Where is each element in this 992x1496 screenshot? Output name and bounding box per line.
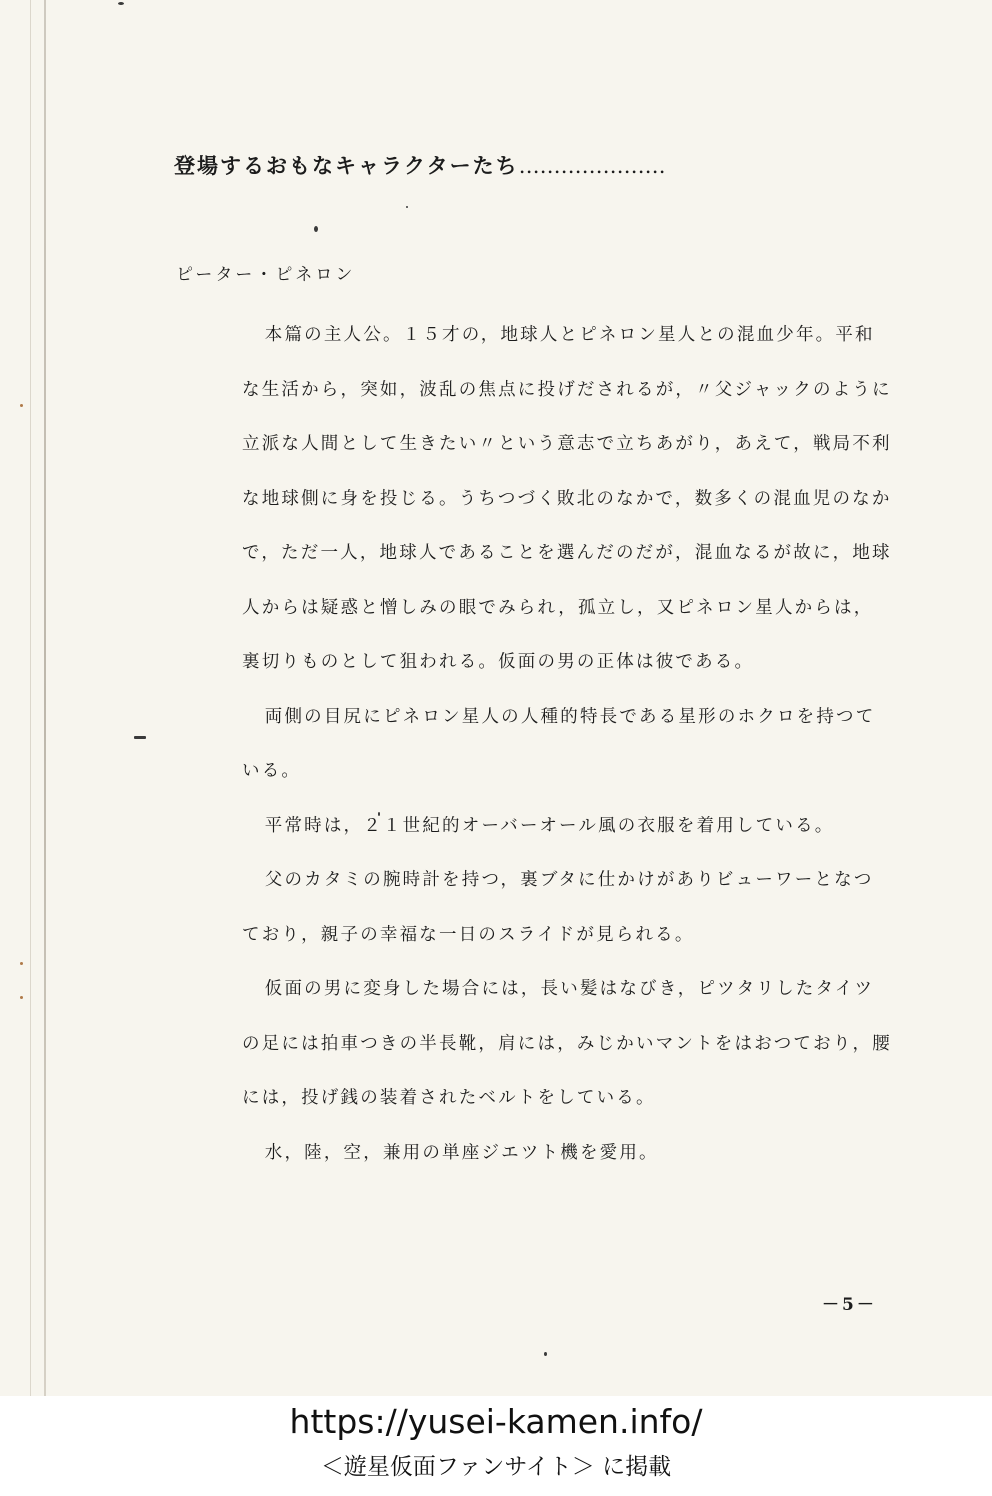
ink-speck	[134, 736, 146, 739]
ink-speck	[20, 404, 23, 407]
footer-url: https://yusei-kamen.info/	[289, 1402, 703, 1441]
character-description	[242, 308, 892, 1180]
page-heading	[174, 150, 666, 180]
ink-speck	[314, 226, 318, 232]
ink-speck	[20, 996, 23, 999]
ink-speck	[118, 2, 124, 5]
ink-speck	[544, 1352, 547, 1356]
footer-credit: ＜遊星仮面ファンサイト＞ に掲載	[320, 1454, 672, 1480]
paragraph-clothing: 平常時は，２１世紀的オーバーオール風の衣服を着用している。	[264, 815, 835, 836]
heading-text: 登場するおもなキャラクターたち	[174, 153, 519, 178]
paragraph-intro: 本篇の主人公。１５才の，地球人とピネロン星人との混血少年。平和な生活から，突如，波乱の焦点に投げだされるが，〃父ジャックのように立派な人間として生きたい〃という意志で立ちあがり，あえて，戦局不利な地球側に身を投じる。うちつづく敗北のなかで，数多くの混血児のなかで，ただ一人，地球人であることを選んだのだが，混血なるが故に，地球人からは疑惑と憎しみの眼でみられ，孤立し，又ピネロン星人からは，裏切りものとして狙われる。仮面の男の正体は彼である。	[242, 325, 892, 672]
binding-crease-line	[30, 0, 31, 1396]
page-number: －5－	[822, 1295, 877, 1315]
paragraph-moles: 両側の目尻にピネロン星人の人種的特長である星形のホクロを持つている。	[242, 706, 876, 781]
paragraph-jet: 水，陸，空，兼用の単座ジエツト機を愛用。	[264, 1142, 659, 1163]
binding-edge-line	[44, 0, 46, 1396]
heading-leader-dots: …………………	[518, 154, 666, 178]
ink-speck	[20, 962, 23, 965]
paragraph-masked-man: 仮面の男に変身した場合には，長い髪はなびき，ピツタリしたタイツの足には拍車つきの半長靴，肩には，みじかいマントをはおつており，腰には，投げ銭の装着されたベルトをしている。	[242, 979, 892, 1108]
footer-caption	[0, 1396, 992, 1496]
paragraph-watch: 父のカタミの腕時計を持つ，裏ブタに仕かけがありビューワーとなつており，親子の幸福な一日のスライドが見られる。	[242, 870, 874, 945]
character-name: ピーター・ピネロン	[176, 265, 356, 285]
ink-speck	[406, 206, 408, 208]
